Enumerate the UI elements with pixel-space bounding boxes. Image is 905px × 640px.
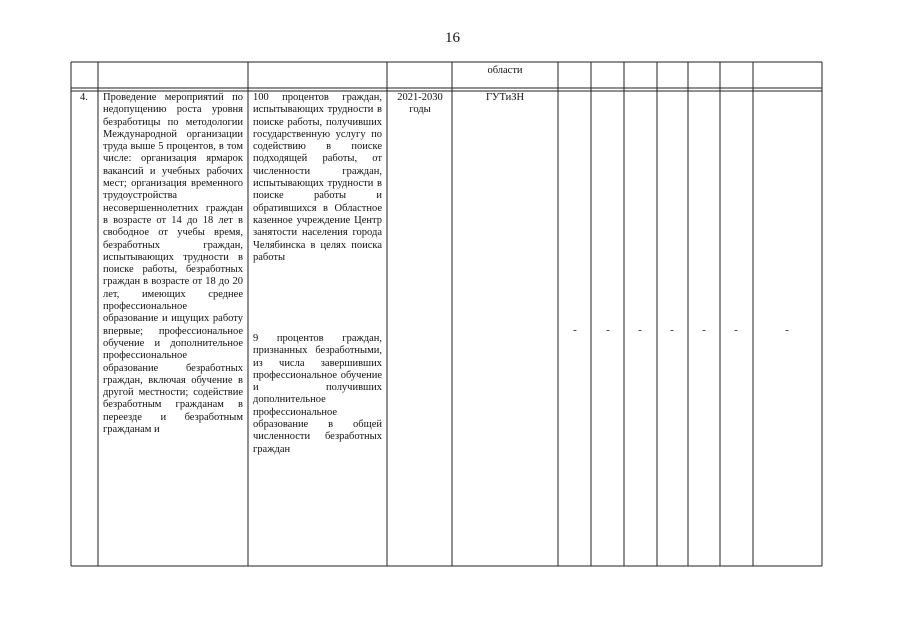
responsible-header-tail: области — [487, 65, 523, 76]
page-number: 16 — [445, 30, 460, 46]
value-cell-5: - — [702, 324, 706, 336]
value-cell-6: - — [734, 324, 738, 336]
value-cell-3: - — [638, 324, 642, 336]
value-cell-2: - — [606, 324, 610, 336]
activity-cell: Проведение мероприятий по недопущению роста уровня безработицы по методологии Международной организации труда выше 5 процентов, в том числе: организация ярмарок вакансий и учебных рабочих мест; организация временного трудоустройства несовершеннолетних граждан в возрасте от 14 до 18 лет в свободное от учебы время, безработных граждан, испытывающих трудности в поиске работы, безработных граждан в возрасте от 18 до 20 лет, имеющих среднее профессиональное образование и ищущих работу впервые; профессиональное обучение и дополнительное профессиональное образование безработных граждан, включая обучение в другой местности; содействие безработным гражданам в переезде и безработным гражданам и — [103, 92, 243, 436]
value-cell-4: - — [670, 324, 674, 336]
row-number: 4. — [80, 92, 88, 103]
value-cell-7: - — [785, 324, 789, 336]
period-cell: 2021-2030 годы — [397, 92, 443, 116]
indicator-1-cell: 100 процентов граждан, испытывающих трудности в поиске работы, получивших государственную услугу по содействию в поиске подходящей работы, от численности граждан, испытывающих трудности в поиске работы и обратившихся в Областное казенное учреждение Центр занятости населения города Челябинска в целях поиска работы — [253, 92, 382, 263]
indicator-2-cell: 9 процентов граждан, признанных безработными, из числа завершивших профессиональное обучение и получивших дополнительное профессиональное образование в общей численности безработных граждан — [253, 333, 382, 455]
responsible-cell: ГУТиЗН — [485, 92, 525, 103]
value-cell-1: - — [573, 324, 577, 336]
